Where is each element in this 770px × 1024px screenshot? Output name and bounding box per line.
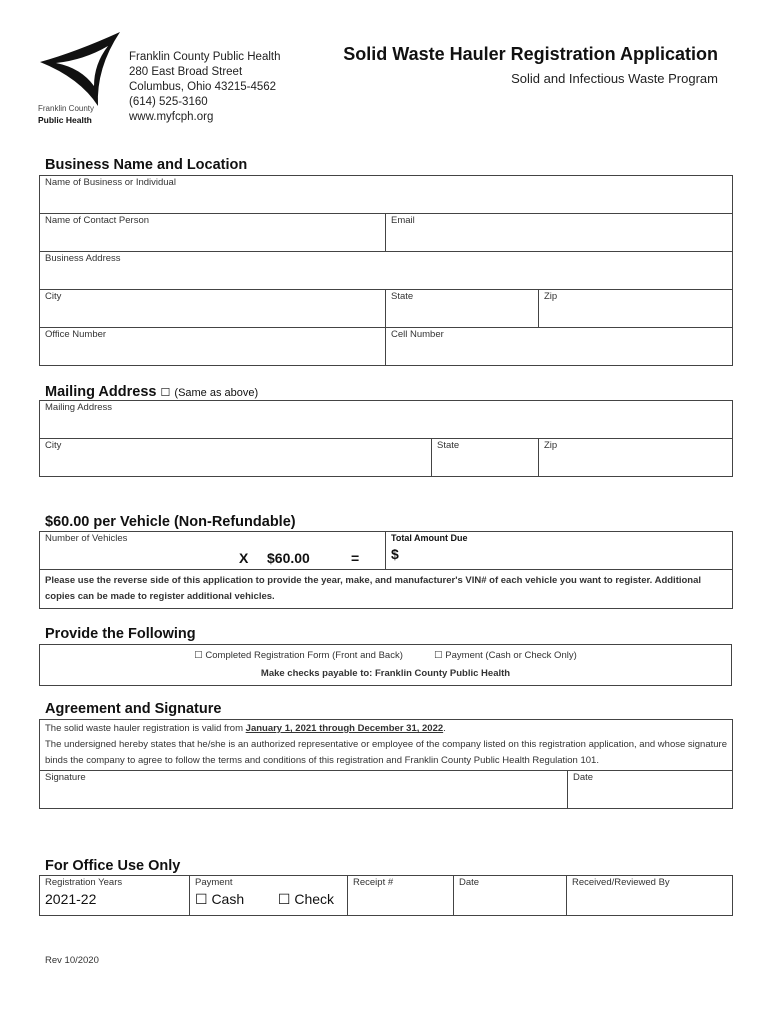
mailing-state-field[interactable] (432, 439, 539, 477)
provide-box (40, 645, 732, 686)
office-table (39, 875, 733, 916)
cell-number-label: Cell Number (391, 329, 444, 340)
valid-dates-period: . (443, 723, 446, 734)
org-city: Columbus, Ohio 43215-4562 (129, 81, 277, 93)
vehicles-field[interactable] (40, 532, 386, 570)
payment-label: Payment (195, 877, 233, 888)
mailing-state-label: State (437, 440, 460, 451)
reviewed-by-field[interactable] (567, 876, 733, 916)
reviewed-by-label: Received/Reviewed By (572, 877, 670, 888)
total-amount-field[interactable] (386, 532, 733, 570)
contact-person-field[interactable] (40, 214, 386, 252)
same-as-above-label: (Same as above) (174, 387, 259, 399)
mailing-address-label: Mailing Address (45, 402, 113, 413)
mailing-city-field[interactable] (40, 439, 432, 477)
zip-label: Zip (544, 291, 558, 302)
business-name-label: Name of Business or Individual (45, 177, 176, 188)
mailing-heading (45, 384, 258, 400)
org-street: 280 East Broad Street (129, 66, 243, 78)
org-name: Franklin County Public Health (129, 51, 281, 63)
org-website: www.myfcph.org (129, 111, 214, 123)
check-checkbox[interactable]: ☐ Check (277, 891, 335, 907)
office-heading: For Office Use Only (45, 858, 181, 874)
business-address-field[interactable] (40, 252, 733, 290)
signature-date-field[interactable] (568, 771, 733, 809)
payment-cell (190, 876, 348, 916)
checks-payable-note: Make checks payable to: Franklin County Public Health (260, 668, 511, 679)
fee-table (39, 531, 733, 609)
payment-checkbox[interactable]: ☐ Payment (Cash or Check Only) (434, 650, 577, 661)
revision-note: Rev 10/2020 (45, 955, 99, 966)
page-title: Solid Waste Hauler Registration Application (343, 44, 718, 64)
city-label: City (45, 291, 62, 302)
zip-field[interactable] (539, 290, 733, 328)
office-date-label: Date (459, 877, 480, 888)
registration-years-value: 2021-22 (45, 891, 97, 907)
logo-text-line2: Public Health (38, 115, 92, 125)
mailing-city-label: City (45, 440, 62, 451)
office-number-field[interactable] (40, 328, 386, 366)
signature-label: Signature (45, 772, 86, 783)
mailing-address-field[interactable] (40, 401, 733, 439)
receipt-field[interactable] (348, 876, 454, 916)
dollar-sign: $ (391, 546, 399, 562)
vehicle-note: Please use the reverse side of this application to provide the year, make, and manufacturer's VIN# of each vehicle you want to register. Additional copies can be made to register additional vehicles. (40, 570, 733, 609)
mailing-heading-text: Mailing Address (45, 384, 157, 400)
signature-field[interactable] (40, 771, 568, 809)
provide-table (39, 644, 732, 686)
registration-years-label: Registration Years (45, 877, 123, 888)
office-date-field[interactable] (454, 876, 567, 916)
org-address-block (129, 50, 281, 125)
business-heading: Business Name and Location (45, 157, 248, 173)
page-subtitle: Solid and Infectious Waste Program (511, 71, 718, 86)
business-address-label: Business Address (45, 253, 121, 264)
state-field[interactable] (386, 290, 539, 328)
fcph-logo-icon (36, 30, 126, 106)
total-amount-label: Total Amount Due (391, 533, 468, 543)
email-label: Email (391, 215, 415, 226)
signature-date-label: Date (573, 772, 594, 783)
valid-dates: January 1, 2021 through December 31, 2022 (245, 723, 444, 734)
logo-text-line1: Franklin County (38, 104, 95, 113)
contact-person-label: Name of Contact Person (45, 215, 150, 226)
provide-heading: Provide the Following (45, 626, 196, 642)
business-name-field[interactable] (40, 176, 733, 214)
city-field[interactable] (40, 290, 386, 328)
mailing-table (39, 400, 733, 477)
times-sign: X (239, 550, 249, 566)
office-number-label: Office Number (45, 329, 107, 340)
receipt-label: Receipt # (353, 877, 394, 888)
state-label: State (391, 291, 414, 302)
email-field[interactable] (386, 214, 733, 252)
price-per-vehicle: $60.00 (267, 550, 310, 566)
cell-number-field[interactable] (386, 328, 733, 366)
same-as-above-checkbox[interactable]: ☐ (160, 387, 171, 399)
cash-checkbox[interactable]: ☐ Cash (195, 891, 245, 907)
agreement-table (39, 719, 733, 809)
registration-years-cell (40, 876, 190, 916)
vehicles-label: Number of Vehicles (45, 533, 128, 544)
completed-form-checkbox[interactable]: ☐ Completed Registration Form (Front and Back) (194, 650, 403, 661)
equals-sign: = (351, 550, 360, 566)
agreement-heading: Agreement and Signature (45, 701, 222, 717)
agreement-body: The undersigned hereby states that he/she is an authorized representative or employee of the company listed on this registration application, and whose signature binds the company to agree to follow the terms and conditions of this registration and Franklin County Public Health Regulation 101. (45, 739, 727, 766)
mailing-zip-label: Zip (544, 440, 558, 451)
business-table (39, 175, 733, 366)
fee-heading: $60.00 per Vehicle (Non-Refundable) (45, 514, 296, 530)
agreement-text (40, 720, 733, 771)
agreement-valid-text: The solid waste hauler registration is valid from (45, 723, 246, 734)
mailing-zip-field[interactable] (539, 439, 733, 477)
org-phone: (614) 525-3160 (129, 96, 208, 108)
